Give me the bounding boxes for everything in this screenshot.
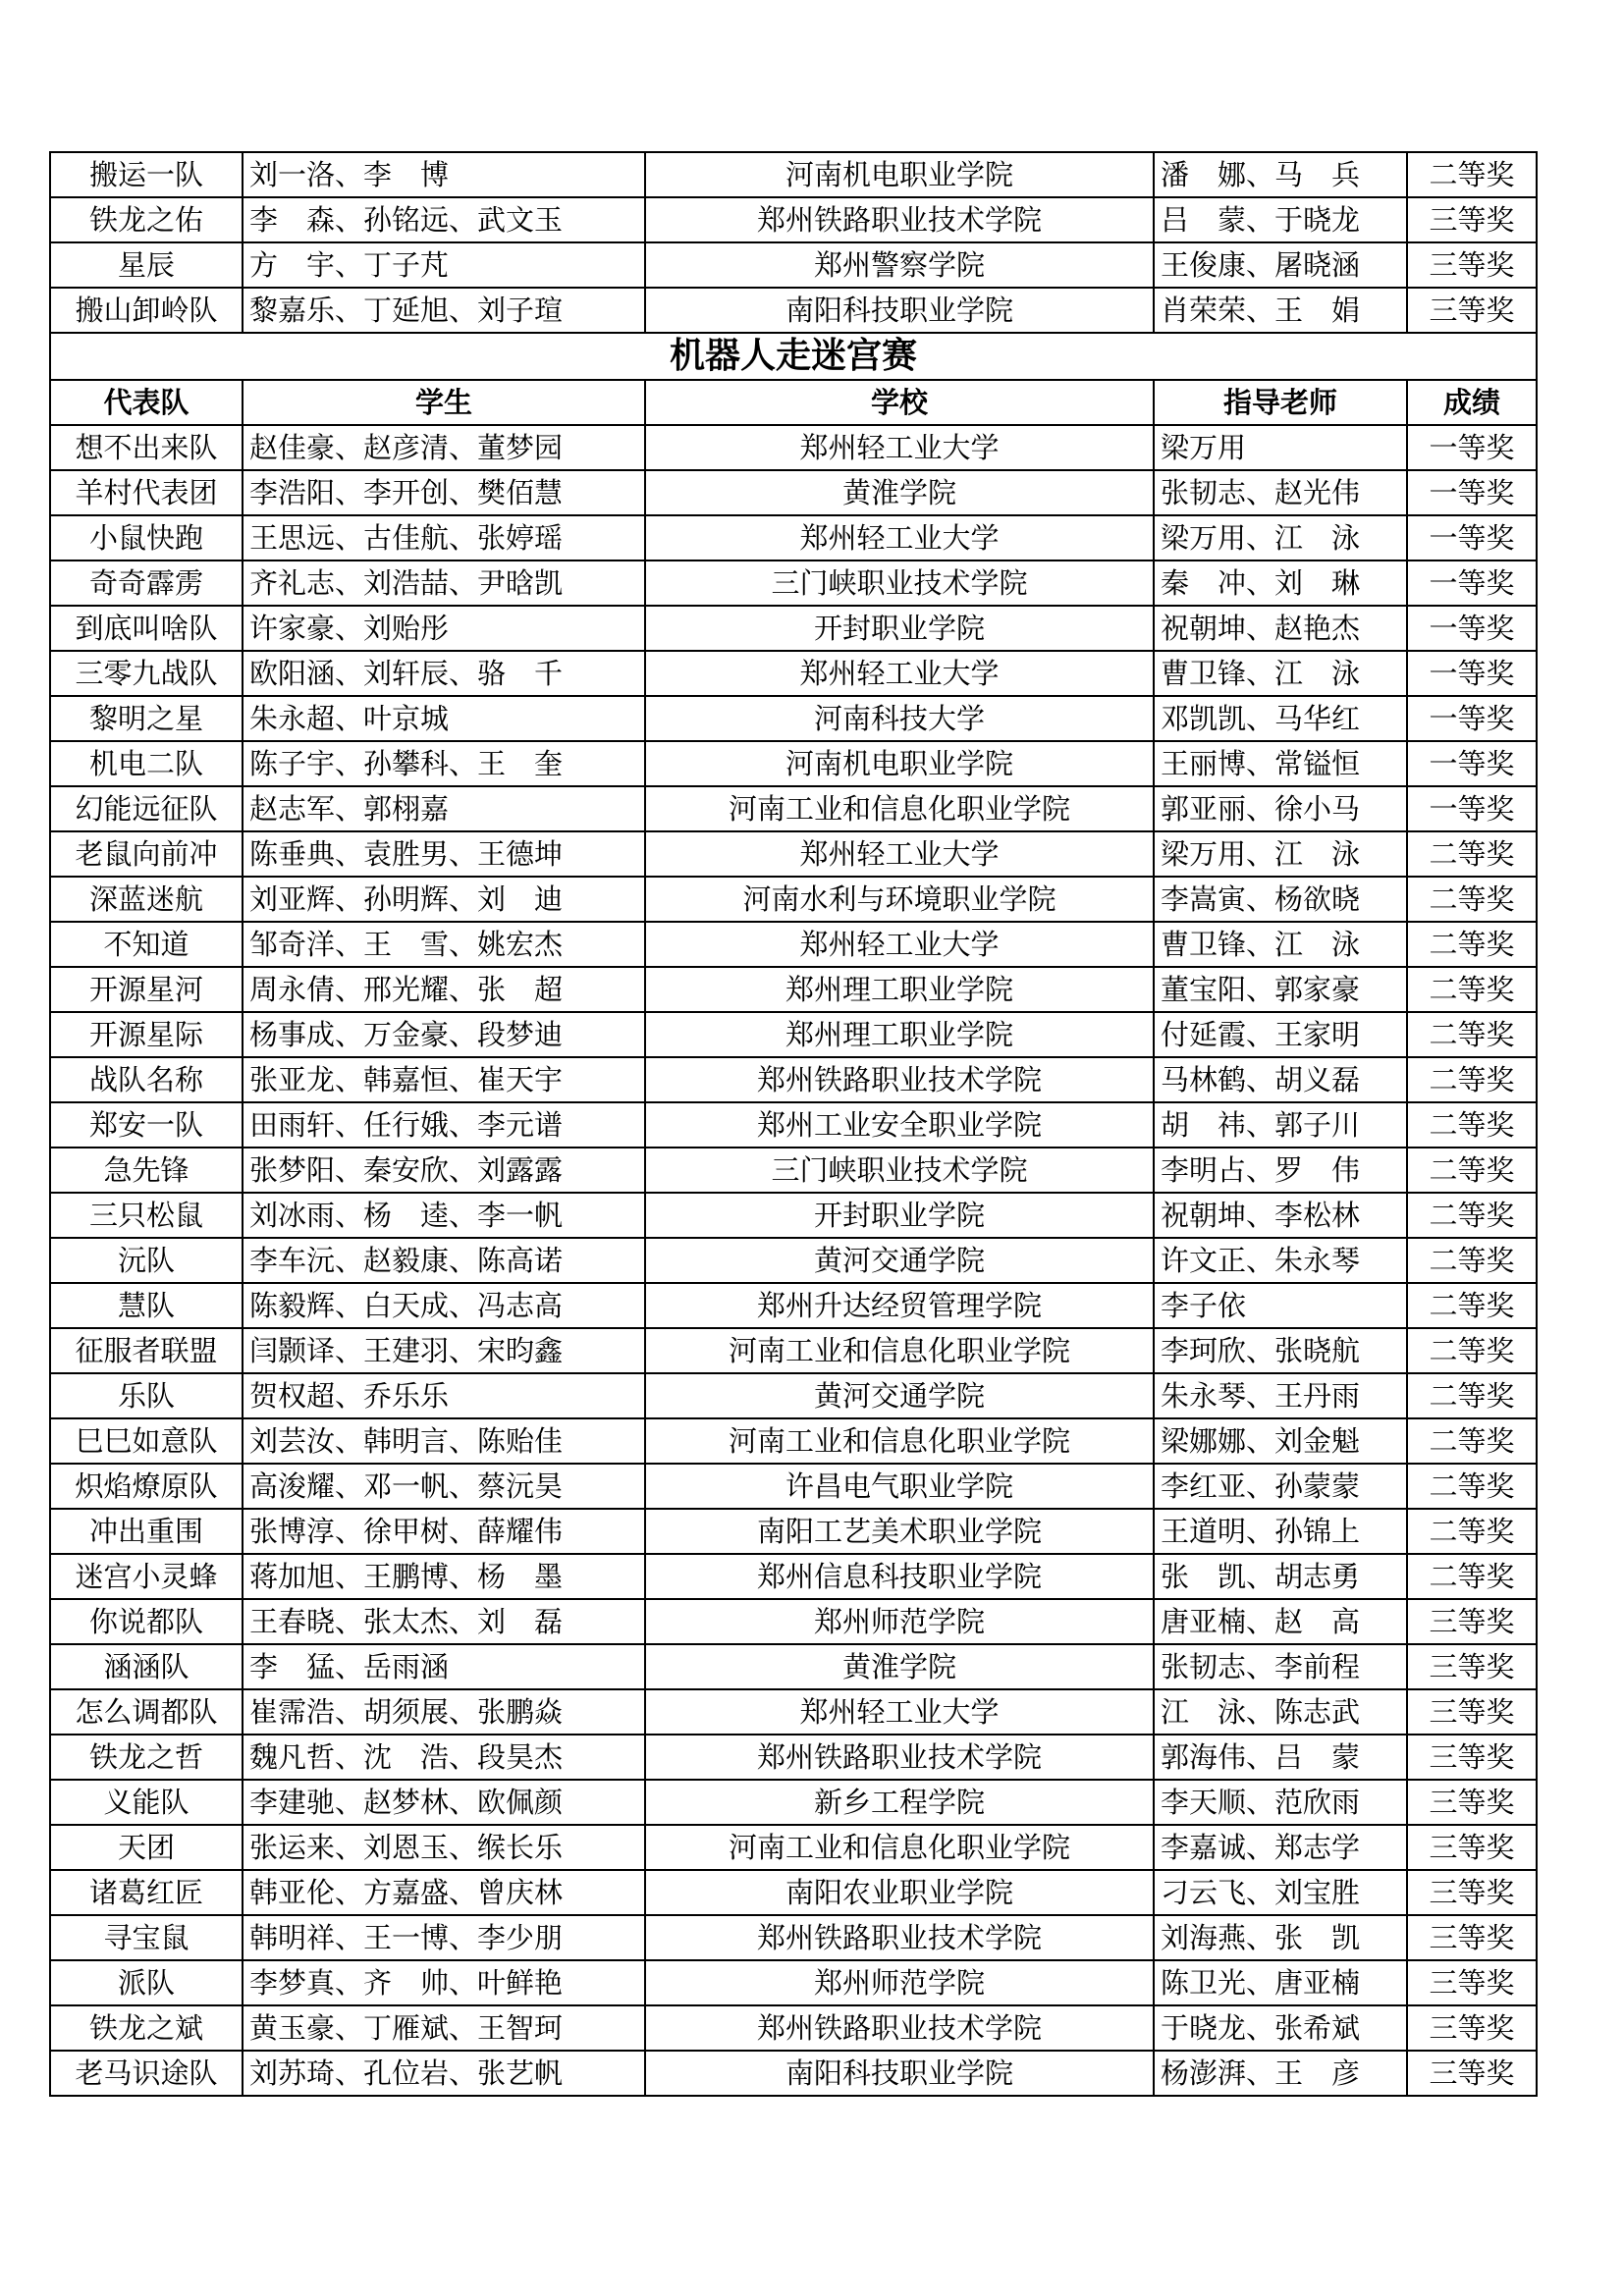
teacher-cell: 曹卫锋、江 泳 xyxy=(1154,922,1407,967)
result-cell: 二等奖 xyxy=(1407,922,1537,967)
school-cell: 三门峡职业技术学院 xyxy=(645,1148,1154,1193)
award-table xyxy=(49,151,1538,2097)
result-cell: 二等奖 xyxy=(1407,1148,1537,1193)
table-row xyxy=(50,877,1537,922)
students-cell: 张运来、刘恩玉、缑长乐 xyxy=(243,1825,645,1870)
students-cell: 贺权超、乔乐乐 xyxy=(243,1373,645,1418)
students-cell: 许家豪、刘贻彤 xyxy=(243,606,645,651)
table-row xyxy=(50,1238,1537,1283)
students-cell: 韩亚伦、方嘉盛、曾庆林 xyxy=(243,1870,645,1915)
students-cell: 张梦阳、秦安欣、刘露露 xyxy=(243,1148,645,1193)
teacher-cell: 王俊康、屠晓涵 xyxy=(1154,242,1407,288)
students-cell: 欧阳涵、刘轩辰、骆 千 xyxy=(243,651,645,696)
school-cell: 开封职业学院 xyxy=(645,1193,1154,1238)
school-cell: 河南工业和信息化职业学院 xyxy=(645,1418,1154,1464)
students-cell: 魏凡哲、沈 浩、段昊杰 xyxy=(243,1735,645,1780)
result-cell: 一等奖 xyxy=(1407,741,1537,786)
team-cell: 不知道 xyxy=(50,922,243,967)
school-cell: 许昌电气职业学院 xyxy=(645,1464,1154,1509)
table-row xyxy=(50,1012,1537,1057)
result-cell: 二等奖 xyxy=(1407,152,1537,197)
students-cell: 高浚耀、邓一帆、蔡沅昊 xyxy=(243,1464,645,1509)
result-cell: 一等奖 xyxy=(1407,606,1537,651)
result-cell: 三等奖 xyxy=(1407,1960,1537,2005)
table-row xyxy=(50,1780,1537,1825)
table-row xyxy=(50,1464,1537,1509)
school-cell: 开封职业学院 xyxy=(645,606,1154,651)
table-row xyxy=(50,2051,1537,2096)
result-cell: 三等奖 xyxy=(1407,197,1537,242)
teacher-cell: 郭亚丽、徐小马 xyxy=(1154,786,1407,831)
result-cell: 三等奖 xyxy=(1407,242,1537,288)
table-row xyxy=(50,831,1537,877)
team-cell: 郑安一队 xyxy=(50,1102,243,1148)
table-row xyxy=(50,1057,1537,1102)
team-cell: 机电二队 xyxy=(50,741,243,786)
students-cell: 周永倩、邢光耀、张 超 xyxy=(243,967,645,1012)
header-teacher: 指导老师 xyxy=(1154,380,1407,425)
table-row xyxy=(50,786,1537,831)
teacher-cell: 王丽博、常镒恒 xyxy=(1154,741,1407,786)
students-cell: 刘冰雨、杨 逵、李一帆 xyxy=(243,1193,645,1238)
result-cell: 三等奖 xyxy=(1407,1780,1537,1825)
team-cell: 征服者联盟 xyxy=(50,1328,243,1373)
students-cell: 王春晓、张太杰、刘 磊 xyxy=(243,1599,645,1644)
students-cell: 邹奇洋、王 雪、姚宏杰 xyxy=(243,922,645,967)
team-cell: 三只松鼠 xyxy=(50,1193,243,1238)
teacher-cell: 张韧志、赵光伟 xyxy=(1154,470,1407,515)
school-cell: 郑州理工职业学院 xyxy=(645,1012,1154,1057)
table-row xyxy=(50,1870,1537,1915)
table-row xyxy=(50,1418,1537,1464)
school-cell: 河南工业和信息化职业学院 xyxy=(645,1825,1154,1870)
team-cell: 你说都队 xyxy=(50,1599,243,1644)
school-cell: 河南水利与环境职业学院 xyxy=(645,877,1154,922)
teacher-cell: 郭海伟、吕 蒙 xyxy=(1154,1735,1407,1780)
students-cell: 蒋加旭、王鹏博、杨 墨 xyxy=(243,1554,645,1599)
result-cell: 一等奖 xyxy=(1407,696,1537,741)
team-cell: 到底叫啥队 xyxy=(50,606,243,651)
school-cell: 郑州师范学院 xyxy=(645,1599,1154,1644)
teacher-cell: 李嵩寅、杨欲晓 xyxy=(1154,877,1407,922)
table-row xyxy=(50,1509,1537,1554)
teacher-cell: 李明占、罗 伟 xyxy=(1154,1148,1407,1193)
school-cell: 南阳科技职业学院 xyxy=(645,288,1154,333)
school-cell: 郑州铁路职业技术学院 xyxy=(645,1735,1154,1780)
teacher-cell: 付延霞、王家明 xyxy=(1154,1012,1407,1057)
teacher-cell: 李嘉诚、郑志学 xyxy=(1154,1825,1407,1870)
school-cell: 郑州轻工业大学 xyxy=(645,515,1154,561)
result-cell: 一等奖 xyxy=(1407,651,1537,696)
maze-section-head xyxy=(50,333,1537,425)
result-cell: 二等奖 xyxy=(1407,1464,1537,1509)
result-cell: 二等奖 xyxy=(1407,1418,1537,1464)
students-cell: 李建驰、赵梦林、欧佩颜 xyxy=(243,1780,645,1825)
school-cell: 河南工业和信息化职业学院 xyxy=(645,786,1154,831)
team-cell: 战队名称 xyxy=(50,1057,243,1102)
teacher-cell: 张韧志、李前程 xyxy=(1154,1644,1407,1689)
result-cell: 二等奖 xyxy=(1407,967,1537,1012)
result-cell: 二等奖 xyxy=(1407,1012,1537,1057)
team-cell: 老马识途队 xyxy=(50,2051,243,2096)
result-cell: 三等奖 xyxy=(1407,1915,1537,1960)
team-cell: 炽焰燎原队 xyxy=(50,1464,243,1509)
students-cell: 李浩阳、李开创、樊佰慧 xyxy=(243,470,645,515)
team-cell: 怎么调都队 xyxy=(50,1689,243,1735)
team-cell: 搬运一队 xyxy=(50,152,243,197)
teacher-cell: 李珂欣、张晓航 xyxy=(1154,1328,1407,1373)
table-row xyxy=(50,967,1537,1012)
students-cell: 刘亚辉、孙明辉、刘 迪 xyxy=(243,877,645,922)
top-rows xyxy=(50,152,1537,333)
result-cell: 三等奖 xyxy=(1407,2051,1537,2096)
students-cell: 赵志军、郭栩嘉 xyxy=(243,786,645,831)
teacher-cell: 李子依 xyxy=(1154,1283,1407,1328)
school-cell: 郑州轻工业大学 xyxy=(645,651,1154,696)
result-cell: 一等奖 xyxy=(1407,425,1537,470)
teacher-cell: 秦 冲、刘 琳 xyxy=(1154,561,1407,606)
teacher-cell: 刘海燕、张 凯 xyxy=(1154,1915,1407,1960)
team-cell: 迷宫小灵蜂 xyxy=(50,1554,243,1599)
students-cell: 刘苏琦、孔位岩、张艺帆 xyxy=(243,2051,645,2096)
teacher-cell: 梁娜娜、刘金魁 xyxy=(1154,1418,1407,1464)
header-students: 学生 xyxy=(243,380,645,425)
teacher-cell: 刁云飞、刘宝胜 xyxy=(1154,1870,1407,1915)
school-cell: 黄淮学院 xyxy=(645,470,1154,515)
school-cell: 郑州轻工业大学 xyxy=(645,425,1154,470)
school-cell: 郑州铁路职业技术学院 xyxy=(645,197,1154,242)
school-cell: 河南机电职业学院 xyxy=(645,741,1154,786)
students-cell: 田雨轩、任行娥、李元谱 xyxy=(243,1102,645,1148)
result-cell: 二等奖 xyxy=(1407,1057,1537,1102)
teacher-cell: 董宝阳、郭家豪 xyxy=(1154,967,1407,1012)
team-cell: 老鼠向前冲 xyxy=(50,831,243,877)
table-row xyxy=(50,1373,1537,1418)
result-cell: 三等奖 xyxy=(1407,2005,1537,2051)
school-cell: 郑州工业安全职业学院 xyxy=(645,1102,1154,1148)
team-cell: 黎明之星 xyxy=(50,696,243,741)
teacher-cell: 唐亚楠、赵 高 xyxy=(1154,1599,1407,1644)
students-cell: 李 森、孙铭远、武文玉 xyxy=(243,197,645,242)
header-school: 学校 xyxy=(645,380,1154,425)
teacher-cell: 于晓龙、张希斌 xyxy=(1154,2005,1407,2051)
table-row xyxy=(50,696,1537,741)
students-cell: 闫颢译、王建羽、宋昀鑫 xyxy=(243,1328,645,1373)
teacher-cell: 祝朝坤、李松林 xyxy=(1154,1193,1407,1238)
result-cell: 二等奖 xyxy=(1407,1509,1537,1554)
school-cell: 郑州铁路职业技术学院 xyxy=(645,2005,1154,2051)
table-row xyxy=(50,242,1537,288)
teacher-cell: 胡 祎、郭子川 xyxy=(1154,1102,1407,1148)
team-cell: 三零九战队 xyxy=(50,651,243,696)
students-cell: 黎嘉乐、丁延旭、刘子瑄 xyxy=(243,288,645,333)
teacher-cell: 朱永琴、王丹雨 xyxy=(1154,1373,1407,1418)
team-cell: 沅队 xyxy=(50,1238,243,1283)
team-cell: 急先锋 xyxy=(50,1148,243,1193)
table-row xyxy=(50,1644,1537,1689)
result-cell: 二等奖 xyxy=(1407,1283,1537,1328)
table-row xyxy=(50,741,1537,786)
team-cell: 铁龙之斌 xyxy=(50,2005,243,2051)
school-cell: 南阳农业职业学院 xyxy=(645,1870,1154,1915)
result-cell: 一等奖 xyxy=(1407,561,1537,606)
result-cell: 二等奖 xyxy=(1407,1328,1537,1373)
table-row xyxy=(50,2005,1537,2051)
team-cell: 涵涵队 xyxy=(50,1644,243,1689)
students-cell: 陈垂典、袁胜男、王德坤 xyxy=(243,831,645,877)
table-row xyxy=(50,1599,1537,1644)
students-cell: 李车沅、赵毅康、陈高诺 xyxy=(243,1238,645,1283)
school-cell: 黄淮学院 xyxy=(645,1644,1154,1689)
students-cell: 方 宇、丁子芃 xyxy=(243,242,645,288)
result-cell: 一等奖 xyxy=(1407,786,1537,831)
school-cell: 郑州轻工业大学 xyxy=(645,1689,1154,1735)
students-cell: 刘芸汝、韩明言、陈贻佳 xyxy=(243,1418,645,1464)
team-cell: 小鼠快跑 xyxy=(50,515,243,561)
table-row xyxy=(50,1554,1537,1599)
team-cell: 奇奇霹雳 xyxy=(50,561,243,606)
team-cell: 乐队 xyxy=(50,1373,243,1418)
team-cell: 慧队 xyxy=(50,1283,243,1328)
result-cell: 三等奖 xyxy=(1407,1689,1537,1735)
result-cell: 二等奖 xyxy=(1407,1238,1537,1283)
students-cell: 崔霈浩、胡须展、张鹏焱 xyxy=(243,1689,645,1735)
table-row xyxy=(50,1102,1537,1148)
result-cell: 三等奖 xyxy=(1407,1870,1537,1915)
school-cell: 南阳科技职业学院 xyxy=(645,2051,1154,2096)
table-row xyxy=(50,288,1537,333)
teacher-cell: 梁万用 xyxy=(1154,425,1407,470)
school-cell: 南阳工艺美术职业学院 xyxy=(645,1509,1154,1554)
table-row xyxy=(50,651,1537,696)
students-cell: 陈毅辉、白天成、冯志高 xyxy=(243,1283,645,1328)
school-cell: 郑州铁路职业技术学院 xyxy=(645,1057,1154,1102)
table-row xyxy=(50,1328,1537,1373)
result-cell: 三等奖 xyxy=(1407,1735,1537,1780)
table-row xyxy=(50,1915,1537,1960)
result-cell: 一等奖 xyxy=(1407,515,1537,561)
teacher-cell: 梁万用、江 泳 xyxy=(1154,515,1407,561)
team-cell: 开源星际 xyxy=(50,1012,243,1057)
teacher-cell: 张 凯、胡志勇 xyxy=(1154,1554,1407,1599)
school-cell: 郑州轻工业大学 xyxy=(645,922,1154,967)
table-row xyxy=(50,152,1537,197)
teacher-cell: 王道明、孙锦上 xyxy=(1154,1509,1407,1554)
header-result: 成绩 xyxy=(1407,380,1537,425)
table-row xyxy=(50,1689,1537,1735)
students-cell: 黄玉豪、丁雁斌、王智珂 xyxy=(243,2005,645,2051)
students-cell: 陈子宇、孙攀科、王 奎 xyxy=(243,741,645,786)
team-cell: 开源星河 xyxy=(50,967,243,1012)
teacher-cell: 梁万用、江 泳 xyxy=(1154,831,1407,877)
team-cell: 星辰 xyxy=(50,242,243,288)
students-cell: 张博淳、徐甲树、薛耀伟 xyxy=(243,1509,645,1554)
students-cell: 朱永超、叶京城 xyxy=(243,696,645,741)
team-cell: 义能队 xyxy=(50,1780,243,1825)
table-row xyxy=(50,515,1537,561)
result-cell: 三等奖 xyxy=(1407,288,1537,333)
result-cell: 二等奖 xyxy=(1407,1102,1537,1148)
teacher-cell: 杨澎湃、王 彦 xyxy=(1154,2051,1407,2096)
team-cell: 深蓝迷航 xyxy=(50,877,243,922)
teacher-cell: 李红亚、孙蒙蒙 xyxy=(1154,1464,1407,1509)
table-row xyxy=(50,1283,1537,1328)
school-cell: 郑州升达经贸管理学院 xyxy=(645,1283,1154,1328)
section-title: 机器人走迷宫赛 xyxy=(50,333,1537,380)
teacher-cell: 许文正、朱永琴 xyxy=(1154,1238,1407,1283)
section-title-row xyxy=(50,333,1537,380)
students-cell: 刘一洛、李 博 xyxy=(243,152,645,197)
maze-rows xyxy=(50,425,1537,2096)
result-cell: 二等奖 xyxy=(1407,1554,1537,1599)
school-cell: 郑州警察学院 xyxy=(645,242,1154,288)
result-cell: 三等奖 xyxy=(1407,1825,1537,1870)
teacher-cell: 肖荣荣、王 娟 xyxy=(1154,288,1407,333)
team-cell: 冲出重围 xyxy=(50,1509,243,1554)
team-cell: 幻能远征队 xyxy=(50,786,243,831)
table-row xyxy=(50,425,1537,470)
school-cell: 郑州理工职业学院 xyxy=(645,967,1154,1012)
table-row xyxy=(50,1193,1537,1238)
teacher-cell: 曹卫锋、江 泳 xyxy=(1154,651,1407,696)
result-cell: 二等奖 xyxy=(1407,831,1537,877)
school-cell: 河南科技大学 xyxy=(645,696,1154,741)
teacher-cell: 江 泳、陈志武 xyxy=(1154,1689,1407,1735)
result-cell: 三等奖 xyxy=(1407,1644,1537,1689)
school-cell: 郑州轻工业大学 xyxy=(645,831,1154,877)
table-row xyxy=(50,1825,1537,1870)
table-row xyxy=(50,561,1537,606)
result-cell: 二等奖 xyxy=(1407,1193,1537,1238)
school-cell: 河南机电职业学院 xyxy=(645,152,1154,197)
school-cell: 新乡工程学院 xyxy=(645,1780,1154,1825)
table-row xyxy=(50,606,1537,651)
students-cell: 齐礼志、刘浩喆、尹晗凯 xyxy=(243,561,645,606)
team-cell: 寻宝鼠 xyxy=(50,1915,243,1960)
table-row xyxy=(50,197,1537,242)
team-cell: 天团 xyxy=(50,1825,243,1870)
team-cell: 铁龙之哲 xyxy=(50,1735,243,1780)
team-cell: 搬山卸岭队 xyxy=(50,288,243,333)
team-cell: 想不出来队 xyxy=(50,425,243,470)
result-cell: 三等奖 xyxy=(1407,1599,1537,1644)
teacher-cell: 祝朝坤、赵艳杰 xyxy=(1154,606,1407,651)
school-cell: 郑州铁路职业技术学院 xyxy=(645,1915,1154,1960)
school-cell: 郑州师范学院 xyxy=(645,1960,1154,2005)
header-row xyxy=(50,380,1537,425)
teacher-cell: 邓凯凯、马华红 xyxy=(1154,696,1407,741)
team-cell: 铁龙之佑 xyxy=(50,197,243,242)
teacher-cell: 吕 蒙、于晓龙 xyxy=(1154,197,1407,242)
teacher-cell: 马林鹤、胡义磊 xyxy=(1154,1057,1407,1102)
table-row xyxy=(50,1735,1537,1780)
students-cell: 王思远、古佳航、张婷瑶 xyxy=(243,515,645,561)
teacher-cell: 陈卫光、唐亚楠 xyxy=(1154,1960,1407,2005)
students-cell: 李 猛、岳雨涵 xyxy=(243,1644,645,1689)
result-cell: 二等奖 xyxy=(1407,1373,1537,1418)
teacher-cell: 李天顺、范欣雨 xyxy=(1154,1780,1407,1825)
school-cell: 郑州信息科技职业学院 xyxy=(645,1554,1154,1599)
students-cell: 张亚龙、韩嘉恒、崔天宇 xyxy=(243,1057,645,1102)
school-cell: 三门峡职业技术学院 xyxy=(645,561,1154,606)
header-team: 代表队 xyxy=(50,380,243,425)
school-cell: 河南工业和信息化职业学院 xyxy=(645,1328,1154,1373)
team-cell: 派队 xyxy=(50,1960,243,2005)
students-cell: 赵佳豪、赵彦清、董梦园 xyxy=(243,425,645,470)
students-cell: 杨事成、万金豪、段梦迪 xyxy=(243,1012,645,1057)
table-row xyxy=(50,1148,1537,1193)
result-cell: 二等奖 xyxy=(1407,877,1537,922)
students-cell: 韩明祥、王一博、李少朋 xyxy=(243,1915,645,1960)
school-cell: 黄河交通学院 xyxy=(645,1373,1154,1418)
table-row xyxy=(50,922,1537,967)
school-cell: 黄河交通学院 xyxy=(645,1238,1154,1283)
team-cell: 诸葛红匠 xyxy=(50,1870,243,1915)
team-cell: 巳巳如意队 xyxy=(50,1418,243,1464)
result-cell: 一等奖 xyxy=(1407,470,1537,515)
teacher-cell: 潘 娜、马 兵 xyxy=(1154,152,1407,197)
table-row xyxy=(50,470,1537,515)
team-cell: 羊村代表团 xyxy=(50,470,243,515)
students-cell: 李梦真、齐 帅、叶鲜艳 xyxy=(243,1960,645,2005)
table-row xyxy=(50,1960,1537,2005)
